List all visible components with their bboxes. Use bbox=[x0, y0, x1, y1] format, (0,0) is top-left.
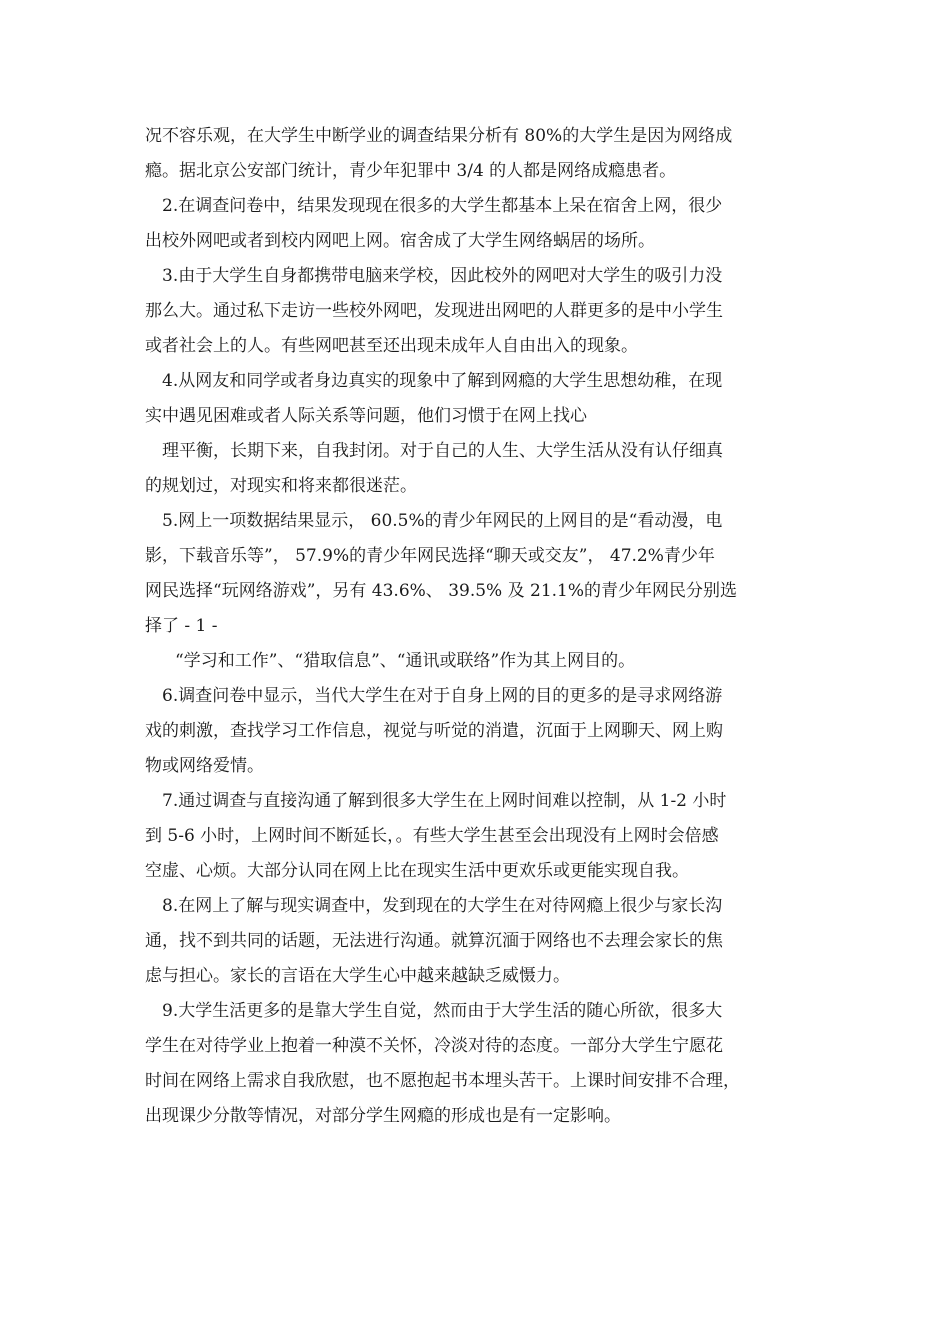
text-line: 那么大。通过私下走访一些校外网吧，发现进出网吧的人群更多的是中小学生 bbox=[145, 301, 723, 321]
text-line: 空虚、心烦。大部分认同在网上比在现实生活中更欢乐或更能实现自我。 bbox=[145, 861, 689, 881]
paragraph-4-start: 4.从网友和同学或者身边真实的现象中了解到网瘾的大学生思想幼稚，在现 bbox=[162, 371, 723, 391]
text-line: 物或网络爱情。 bbox=[145, 756, 264, 776]
paragraph-2-start: 2.在调查问卷中，结果发现现在很多的大学生都基本上呆在宿舍上网，很少 bbox=[162, 196, 723, 216]
text-line: 虑与担心。家长的言语在大学生心中越来越缺乏威慑力。 bbox=[145, 966, 570, 986]
text-line-page-number: 择了 - 1 - bbox=[145, 616, 218, 636]
text-line: 出校外网吧或者到校内网吧上网。宿舍成了大学生网络蜗居的场所。 bbox=[145, 231, 655, 251]
text-line: 瘾。据北京公安部门统计，青少年犯罪中 3/4 的人都是网络成瘾患者。 bbox=[145, 161, 677, 181]
text-line: 的规划过，对现实和将来都很迷茫。 bbox=[145, 476, 417, 496]
text-line: 学生在对待学业上抱着一种漠不关怀，冷淡对待的态度。一部分大学生宁愿花 bbox=[145, 1036, 723, 1056]
text-line: 出现课少分散等情况，对部分学生网瘾的形成也是有一定影响。 bbox=[145, 1106, 621, 1126]
text-line: 到 5-6 小时，上网时间不断延长，。有些大学生甚至会出现没有上网时会倍感 bbox=[145, 826, 719, 846]
text-line: 或者社会上的人。有些网吧甚至还出现未成年人自由出入的现象。 bbox=[145, 336, 638, 356]
text-line: 通，找不到共同的话题，无法进行沟通。就算沉湎于网络也不去理会家长的焦 bbox=[145, 931, 723, 951]
document-body bbox=[145, 119, 805, 1134]
text-line: 网民选择“玩网络游戏”，另有 43.6%、 39.5% 及 21.1%的青少年网民分别选 bbox=[145, 581, 738, 601]
text-line: 实中遇见困难或者人际关系等问题，他们习惯于在网上找心 bbox=[145, 406, 587, 426]
text-line-continued: 理平衡，长期下来，自我封闭。对于自己的人生、大学生活从没有认仔细真 bbox=[162, 441, 723, 461]
paragraph-5-start: 5.网上一项数据结果显示， 60.5%的青少年网民的上网目的是“看动漫，电 bbox=[162, 511, 723, 531]
paragraph-8-start: 8.在网上了解与现实调查中，发到现在的大学生在对待网瘾上很少与家长沟 bbox=[162, 896, 723, 916]
paragraph-6-start: 6.调查问卷中显示，当代大学生在对于自身上网的目的更多的是寻求网络游 bbox=[162, 686, 723, 706]
text-line-continued: “学习和工作”、“猎取信息”、“通讯或联络”作为其上网目的。 bbox=[175, 651, 636, 671]
text-line: 戏的刺激，查找学习工作信息，视觉与听觉的消遣，沉面于上网聊天、网上购 bbox=[145, 721, 723, 741]
text-line: 影，下载音乐等”， 57.9%的青少年网民选择“聊天或交友”， 47.2%青少年 bbox=[145, 546, 715, 566]
paragraph-7-start: 7.通过调查与直接沟通了解到很多大学生在上网时间难以控制，从 1-2 小时 bbox=[162, 791, 727, 811]
paragraph-9-start: 9.大学生活更多的是靠大学生自觉，然而由于大学生活的随心所欲，很多大 bbox=[162, 1001, 723, 1021]
paragraph-3-start: 3.由于大学生自身都携带电脑来学校，因此校外的网吧对大学生的吸引力没 bbox=[162, 266, 723, 286]
text-line: 时间在网络上需求自我欣慰，也不愿抱起书本埋头苦干。上课时间安排不合理， bbox=[145, 1071, 740, 1091]
text-line: 况不容乐观，在大学生中断学业的调查结果分析有 80%的大学生是因为网络成 bbox=[145, 126, 733, 146]
